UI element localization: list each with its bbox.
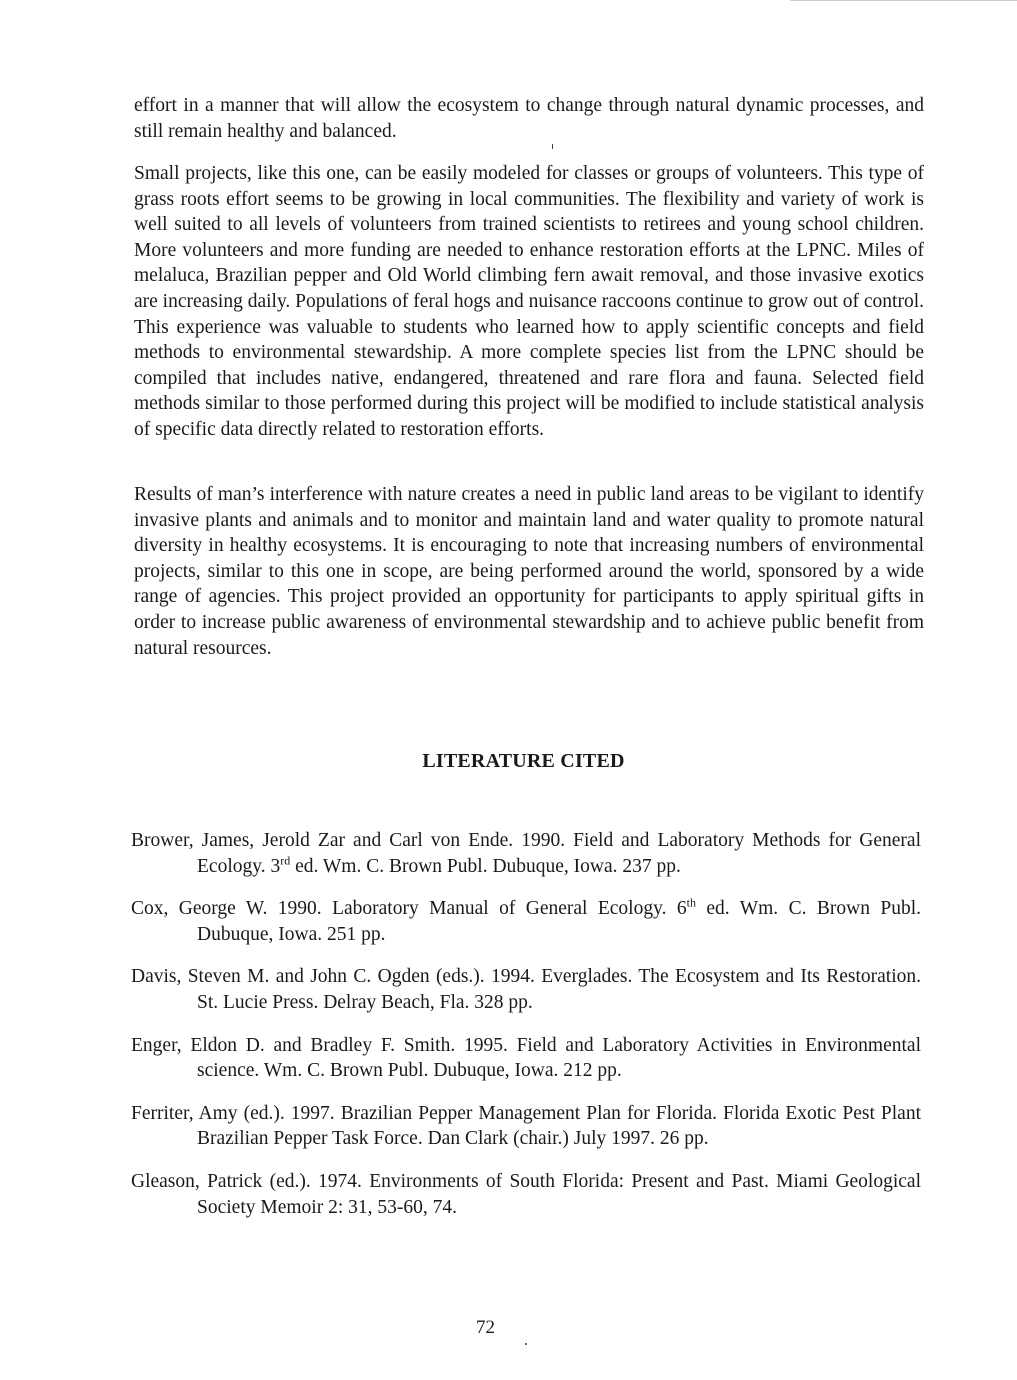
reference-text: Ferriter, Amy (ed.). 1997. Brazilian Pepper Management Plan for Florida. Florida Exotic Pest Plant Brazilian Pepper Task Force. Dan Clark (chair.) July 1997. 26 pp. [131,1102,921,1150]
scan-speck [525,1343,527,1345]
scan-edge-rule [790,0,1017,1]
paragraph-continuation: effort in a manner that will allow the ecosystem to change through natural dynamic processes, and still remain healthy and balanced. [134,95,924,142]
ordinal-suffix: rd [280,853,291,868]
ordinal-suffix: th [686,895,696,910]
reference-list [131,828,921,1237]
reference-text: Brower, James, Jerold Zar and Carl von Ende. 1990. Field and Laboratory Methods for General Ecology. 3 [131,830,921,877]
reference-item [131,964,921,1015]
reference-text: Gleason, Patrick (ed.). 1974. Environments of South Florida: Present and Past. Miami Geological Society Memoir 2: 31, 53-60, 74. [131,1170,921,1218]
reference-text-continued: ed. Wm. C. Brown Publ. Dubuque, Iowa. 237 pp. [290,855,681,877]
paragraph-results: Results of man’s interference with nature creates a need in public land areas to be vigilant to identify invasive plants and animals and to monitor and maintain land and water quality to promote natural diversity in healthy ecosystems. It is encouraging to note that increasing numbers of environmental projects, similar to this one in scope, are being performed around the world, sponsored by a wide range of agencies. This project provided an opportunity for participants to apply spiritual gifts in order to increase public awareness of environmental stewardship and to achieve public benefit from natural resources. [134,484,924,659]
reference-item [131,896,921,947]
reference-text: Cox, George W. 1990. Laboratory Manual of General Ecology. 6 [131,898,687,920]
paragraph-small-projects: Small projects, like this one, can be easily modeled for classes or groups of volunteers. This type of grass roots effort seems to be growing in local communities. The flexibility and variety of work is well suited to all levels of volunteers from trained scientists to retirees and young school children. More volunteers and more funding are needed to enhance restoration efforts at the LPNC. Miles of melaluca, Brazilian pepper and Old World climbing fern await removal, and those invasive exotics are increasing daily. Populations of feral hogs and nuisance raccoons continue to grow out of control. This experience was valuable to students who learned how to apply scientific concepts and field methods to environmental stewardship. A more complete species list from the LPNC should be compiled that includes native, endangered, threatened and rare flora and fauna. Selected field methods similar to those performed during this project will be modified to include statistical analysis of specific data directly related to restoration efforts. [134,163,924,440]
reference-text-continued: ed. Wm. C. Brown Publ. Dubuque, Iowa. 251 pp. [197,898,921,945]
reference-text: Enger, Eldon D. and Bradley F. Smith. 1995. Field and Laboratory Activities in Environmental science. Wm. C. Brown Publ. Dubuque, Iowa. 212 pp. [131,1034,921,1082]
reference-text: Davis, Steven M. and John C. Ogden (eds.). 1994. Everglades. The Ecosystem and Its Restoration. St. Lucie Press. Delray Beach, Fla. 328 pp. [131,966,921,1013]
page-number: 72 [476,1317,495,1338]
reference-item [131,1169,921,1220]
reference-item [131,1033,921,1084]
reference-item [131,1101,921,1152]
scan-speck [552,144,553,149]
section-heading-literature-cited: LITERATURE CITED [422,750,625,772]
reference-item [131,828,921,879]
